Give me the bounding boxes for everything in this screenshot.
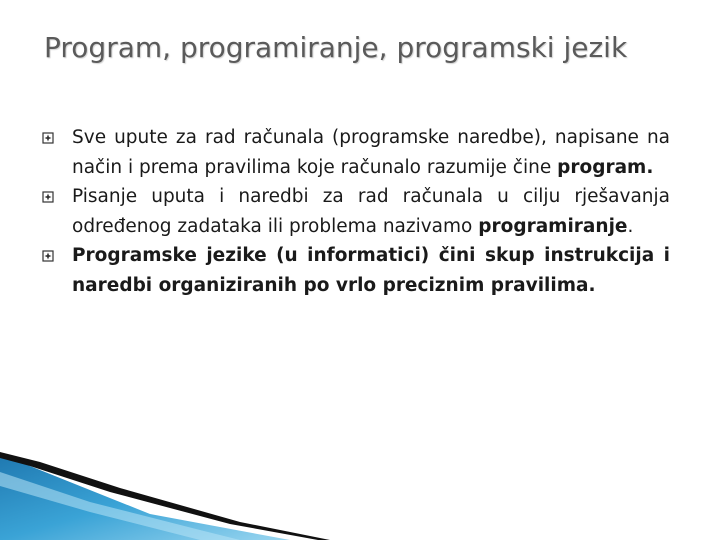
bullet-term: program bbox=[557, 156, 647, 178]
square-sparkle-icon bbox=[40, 182, 58, 212]
bullet-text: Pisanje uputa i naredbi za rad računala u cilju rješavanja određenog zadataka ili problema nazivamo bbox=[72, 186, 670, 237]
bullet-period: . bbox=[588, 274, 596, 296]
bullet-period: . bbox=[627, 215, 634, 237]
bullet-item-1 bbox=[40, 123, 670, 182]
bullet-text: Programske jezike (u informatici) čini skup instrukcija i naredbi organiziranih po vrlo preciznim pravilima bbox=[72, 245, 670, 296]
bullet-list bbox=[40, 123, 670, 300]
bullet-term: programiranje bbox=[478, 215, 628, 237]
bullet-item-3 bbox=[40, 241, 670, 300]
bullet-period: . bbox=[646, 156, 654, 178]
square-sparkle-icon bbox=[40, 123, 58, 153]
bullet-text: Sve upute za rad računala (programske naredbe), napisane na način i prema pravilima koje računalo razumije čine bbox=[72, 127, 670, 178]
corner-swoosh-decoration bbox=[0, 450, 720, 540]
slide-title: Program, programiranje, programski jezik bbox=[44, 31, 628, 64]
bullet-item-2 bbox=[40, 182, 670, 241]
square-sparkle-icon bbox=[40, 241, 58, 271]
